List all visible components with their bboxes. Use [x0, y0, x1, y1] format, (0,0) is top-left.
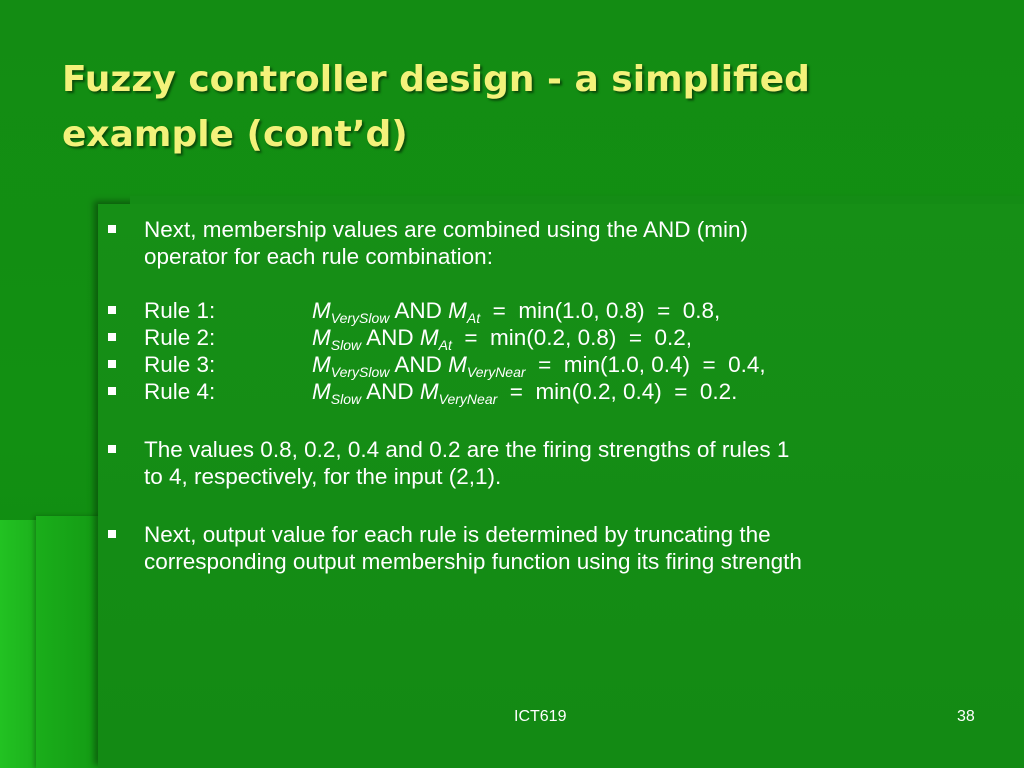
membership-subscript: VeryNear — [466, 364, 526, 380]
membership-symbol: M — [312, 352, 331, 377]
membership-symbol: M — [448, 298, 467, 323]
square-bullet-icon — [108, 360, 116, 368]
bullet-intro — [108, 216, 988, 270]
membership-subscript: VerySlow — [330, 364, 390, 380]
square-bullet-icon — [108, 333, 116, 341]
rule-expression: = min(1.0, 0.8) = 0.8, — [492, 298, 721, 323]
bullet-firing-line1: The values 0.8, 0.2, 0.4 and 0.2 are the firing strengths of rules 1 — [144, 437, 790, 462]
membership-subscript: VeryNear — [438, 391, 498, 407]
bullet-firing-line2: to 4, respectively, for the input (2,1). — [144, 464, 502, 489]
bullet-firing-strengths — [108, 436, 988, 490]
footer-page-number: 38 — [957, 708, 975, 725]
square-bullet-icon — [108, 225, 116, 233]
slide-title — [62, 52, 1002, 162]
membership-symbol: M — [312, 325, 331, 350]
bullet-output-line1: Next, output value for each rule is determined by truncating the — [144, 522, 771, 547]
rule-item — [108, 378, 988, 405]
membership-symbol: M — [312, 379, 331, 404]
bullet-intro-line2: operator for each rule combination: — [144, 244, 493, 269]
decorative-panel-left-inner — [36, 516, 102, 768]
membership-symbol: M — [419, 379, 439, 404]
membership-symbol: M — [448, 352, 467, 377]
decorative-panel-edge — [130, 196, 1024, 204]
bullet-output-line2: corresponding output membership function using its firing strength — [144, 549, 802, 574]
slide-title-line2: example (cont’d) — [62, 114, 408, 155]
membership-subscript: Slow — [330, 391, 362, 407]
square-bullet-icon — [108, 530, 116, 538]
square-bullet-icon — [108, 387, 116, 395]
rule-label: Rule 1: — [144, 298, 216, 323]
membership-symbol: M — [419, 325, 439, 350]
and-operator: AND — [394, 298, 442, 323]
membership-subscript: VerySlow — [330, 310, 390, 326]
bullet-intro-line1: Next, membership values are combined using the AND (min) — [144, 217, 749, 242]
membership-subscript: Slow — [330, 337, 362, 353]
and-operator: AND — [366, 325, 414, 350]
rule-expression: = min(0.2, 0.8) = 0.2, — [464, 325, 693, 350]
and-operator: AND — [394, 352, 442, 377]
rule-item — [108, 324, 988, 351]
rule-item — [108, 351, 988, 378]
rule-label: Rule 3: — [144, 352, 216, 377]
rule-expression: = min(0.2, 0.4) = 0.2. — [509, 379, 738, 404]
slide-title-line1: Fuzzy controller design - a simplified — [62, 59, 810, 100]
membership-subscript: At — [466, 310, 481, 326]
footer-course-code: ICT619 — [514, 708, 567, 725]
bullet-output — [108, 521, 988, 575]
rule-label: Rule 2: — [144, 325, 216, 350]
membership-symbol: M — [312, 298, 331, 323]
square-bullet-icon — [108, 445, 116, 453]
rule-label: Rule 4: — [144, 379, 216, 404]
square-bullet-icon — [108, 306, 116, 314]
and-operator: AND — [366, 379, 414, 404]
membership-subscript: At — [438, 337, 452, 353]
bullet-list — [108, 216, 988, 575]
rule-expression: = min(1.0, 0.4) = 0.4, — [538, 352, 766, 377]
rule-item — [108, 297, 988, 324]
